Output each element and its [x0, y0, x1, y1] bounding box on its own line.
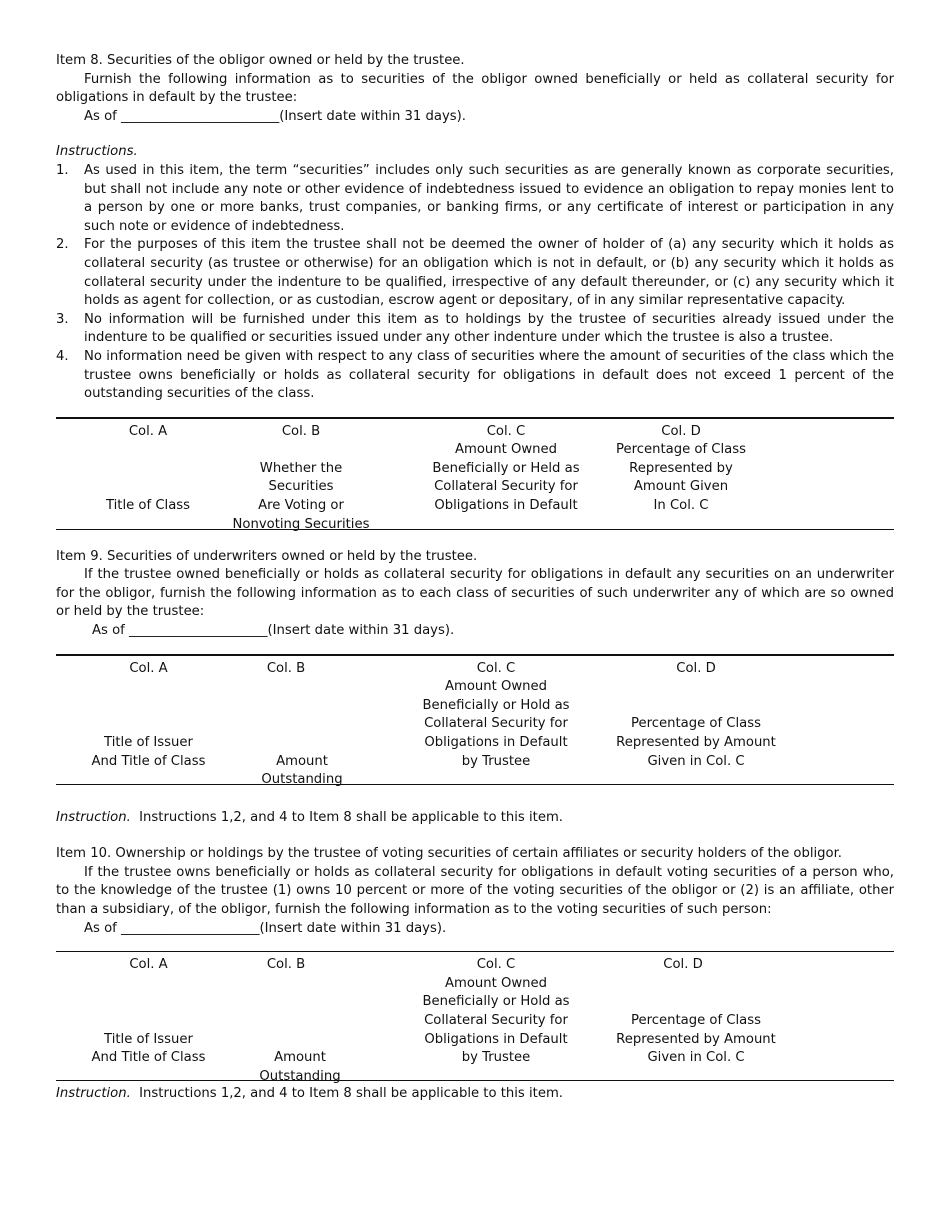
- column-label: And Title of Class: [91, 753, 206, 769]
- column-label: Percentage of Class: [631, 1013, 761, 1028]
- column-label: Given in Col. C: [647, 753, 745, 769]
- column-label: Obligations in Default: [424, 1031, 568, 1047]
- document-page: [56, 52, 894, 1104]
- instruction-text: Instructions 1,2, and 4 to Item 8 shall be applicable to this item.: [139, 1086, 563, 1102]
- column-label: Obligations in Default: [434, 498, 578, 514]
- column-label: And Title of Class: [91, 1050, 206, 1066]
- column-label: Collateral Security for: [424, 1013, 568, 1028]
- item-8-instructions-label: Instructions.: [56, 144, 138, 160]
- column-heading: Col. D: [663, 957, 703, 973]
- instruction-label: Instruction.: [56, 809, 131, 825]
- item-8-title: Item 8. Securities of the obligor owned or held by the trustee.: [56, 53, 465, 68]
- item-8-as-of: As of ________________________(Insert date within 31 days).: [84, 108, 466, 124]
- column-label: Nonvoting Securities: [232, 516, 370, 532]
- item-10-col-b: [226, 956, 346, 1086]
- item-9-column-table: [56, 654, 894, 788]
- item-10: [56, 845, 894, 1104]
- instruction-2: [56, 236, 894, 310]
- column-label: Represented by Amount: [616, 1031, 776, 1047]
- item-10-col-d: [611, 956, 781, 1068]
- column-label: Percentage of Class: [616, 442, 746, 458]
- item-10-intro: If the trustee owns beneficially or holds as collateral security for obligations in default voting securities of a person who, to the knowledge of the trustee (1) owns 10 percent or more of the voting securities of the obligor or (2) is an affiliate, other than a subsidiary, of the obligor, furnish the following information as to the voting securities of such person:: [56, 864, 894, 918]
- item-8: [56, 52, 894, 530]
- column-label: Beneficially or Hold as: [422, 697, 570, 713]
- column-label: Amount Outstanding: [261, 753, 343, 788]
- column-heading: Col. A: [129, 660, 168, 676]
- item-8-intro: Furnish the following information as to securities of the obligor owned beneficially or held as collateral security for obligations in default by the trustee:: [56, 71, 894, 106]
- column-heading: Col. C: [476, 957, 516, 973]
- item-9-intro: If the trustee owned beneficially or holds as collateral security for obligations in default any securities on an underwriter for the obligor, furnish the following information as to each class of securities of such underwriter any of which are so owned or held by the trustee:: [56, 567, 894, 620]
- column-label: Title of Issuer: [104, 1031, 193, 1047]
- item-9-title: Item 9. Securities of underwriters owned or held by the trustee.: [56, 548, 478, 564]
- column-label: Beneficially or Held as: [432, 460, 580, 476]
- instruction-text: No information need be given with respect to any class of securities where the amount of securities of the class which the trustee owns beneficially or holds as collateral security for obligations in default does not exceed 1 percent of the outstanding securities of the class.: [84, 348, 894, 402]
- item-10-as-of: As of _____________________(Insert date within 31 days).: [84, 920, 447, 936]
- column-label: Represented by: [629, 460, 733, 476]
- instruction-number: 2.: [56, 237, 69, 253]
- column-label: Beneficially or Hold as: [422, 994, 570, 1010]
- column-label: Amount Owned: [444, 679, 548, 695]
- item-8-column-table: [56, 417, 894, 530]
- column-heading: Col. B: [281, 423, 321, 439]
- column-label: Amount Given: [633, 479, 729, 495]
- column-heading: Col. C: [476, 660, 516, 676]
- item-9: [56, 548, 894, 828]
- column-heading: Col. B: [266, 957, 306, 973]
- column-label: Title of Issuer: [104, 735, 193, 751]
- item-9-col-d: [611, 660, 781, 772]
- instruction-text: As used in this item, the term “securities” includes only such securities as are generally known as corporate securities, but shall not include any note or other evidence of indebtedness issued to evidence an obligation to repay monies lent to a person by one or more banks, trust companies, or banking firms, or any certificate of interest or participation in any such note or evidence of indebtedness.: [84, 162, 894, 234]
- column-label: Are Voting or: [258, 498, 344, 514]
- item-10-instruction: [56, 1085, 894, 1104]
- item-9-col-c: [411, 660, 581, 772]
- item-9-col-b: [226, 660, 346, 790]
- column-label: Percentage of Class: [631, 716, 761, 732]
- item-9-col-a: [66, 660, 231, 772]
- column-label: Collateral Security for: [424, 716, 568, 732]
- instruction-4: [56, 348, 894, 404]
- instruction-number: 1.: [56, 162, 69, 178]
- column-label: Represented by Amount: [616, 735, 776, 751]
- item-10-col-a: [66, 956, 231, 1068]
- instruction-number: 3.: [56, 311, 69, 327]
- item-8-instructions-list: [56, 162, 894, 404]
- column-heading: Col. C: [486, 423, 526, 439]
- column-label: In Col. C: [653, 498, 709, 514]
- column-label: Title of Class: [105, 498, 191, 514]
- column-heading: Col. B: [266, 660, 306, 676]
- column-heading: Col. A: [128, 423, 168, 439]
- column-label: Amount Outstanding: [259, 1050, 341, 1084]
- column-label: by Trustee: [461, 753, 531, 769]
- column-label: Whether the Securities: [259, 460, 343, 495]
- item-8-col-c: [426, 423, 586, 516]
- column-label: Amount Owned: [444, 975, 548, 991]
- column-label: by Trustee: [461, 1050, 531, 1066]
- instruction-1: [56, 162, 894, 236]
- item-10-col-c: [411, 956, 581, 1068]
- item-8-col-d: [611, 423, 751, 516]
- instruction-label: Instruction.: [56, 1086, 131, 1102]
- column-heading: Col. A: [129, 957, 168, 973]
- instruction-text: No information will be furnished under this item as to holdings by the trustee of securities already issued under the indenture to be qualified or securities issued under any other indenture under which the trustee is also a trustee.: [84, 311, 894, 346]
- instruction-number: 4.: [56, 348, 69, 364]
- instruction-text: Instructions 1,2, and 4 to Item 8 shall be applicable to this item.: [139, 809, 563, 825]
- column-label: Amount Owned: [454, 442, 558, 458]
- instruction-text: For the purposes of this item the trustee shall not be deemed the owner of holder of (a) any security which it holds as collateral security (as trustee or otherwise) for an obligation which is not in default, or (b) any security which it holds as collateral security under the indenture to be qualified, irrespective of any default thereunder, or (c) any security which it holds as agent for collection, or as custodian, escrow agent or depositary, of in any similar representative capacity.: [84, 237, 894, 309]
- column-label: Given in Col. C: [647, 1050, 745, 1066]
- instruction-3: [56, 311, 894, 348]
- column-heading: Col. D: [661, 423, 701, 439]
- item-9-as-of: As of _____________________(Insert date within 31 days).: [92, 623, 455, 639]
- column-label: Collateral Security for: [434, 479, 578, 495]
- item-10-title: Item 10. Ownership or holdings by the trustee of voting securities of certain affiliates or security holders of the obligor.: [56, 846, 842, 862]
- item-9-instruction: [56, 809, 894, 828]
- item-8-col-a: [98, 423, 198, 516]
- item-8-col-b: [226, 423, 376, 535]
- column-heading: Col. D: [676, 660, 716, 676]
- item-10-column-table: [56, 951, 894, 1084]
- column-label: Obligations in Default: [424, 735, 568, 751]
